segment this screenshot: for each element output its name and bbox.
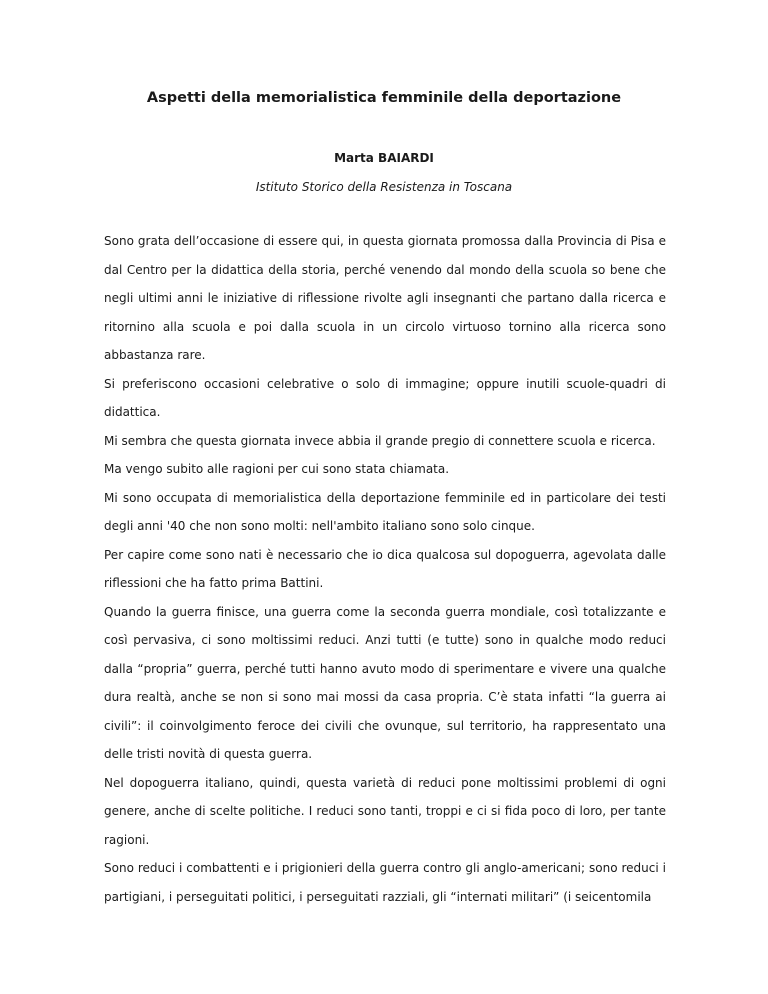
paragraph: Ma vengo subito alle ragioni per cui sono stata chiamata. xyxy=(104,462,450,476)
paragraph: Mi sono occupata di memorialistica della deportazione femminile ed in particolare dei testi degli anni '40 che non sono molti: nell'ambito italiano sono solo cinque. xyxy=(104,490,666,533)
paragraph: Sono grata dell’occasione di essere qui, in questa giornata promossa dalla Provincia di Pisa e dal Centro per la didattica della storia, perché venendo dal mondo della scuola so bene che negli ultimi anni le iniziative di riflessione rivolte agli insegnanti che partano dalla ricerca e ritornino alla scuola e poi dalla scuola in un circolo virtuoso tornino alla ricerca sono abbastanza rare. xyxy=(104,234,666,362)
paragraph: Sono reduci i combattenti e i prigionieri della guerra contro gli anglo-americani; sono reduci i partigiani, i perseguitati politici, i perseguitati razziali, gli “internati militari” (i seicentomila xyxy=(104,861,666,904)
paragraph: Quando la guerra finisce, una guerra come la seconda guerra mondiale, così totalizzante e così pervasiva, ci sono moltissimi reduci. Anzi tutti (e tutte) sono in qualche modo reduci dalla “propria” guerra, perché tutti hanno avuto modo di sperimentare e vivere una qualche dura realtà, anche se non si sono mai mossi da casa propria. C’è stata infatti “la guerra ai civili”: il coinvolgimento feroce dei civili che ovunque, sul territorio, ha rappresentato una delle tristi novità di questa guerra. xyxy=(104,604,666,761)
author-name: Marta BAIARDI xyxy=(334,151,434,165)
paragraph: Mi sembra che questa giornata invece abbia il grande pregio di connettere scuola e ricerca. xyxy=(104,433,656,448)
document-body xyxy=(104,227,666,911)
paragraph: Per capire come sono nati è necessario che io dica qualcosa sul dopoguerra, agevolata dalle riflessioni che ha fatto prima Battini. xyxy=(104,547,666,590)
paragraph: Nel dopoguerra italiano, quindi, questa varietà di reduci pone moltissimi problemi di ogni genere, anche di scelte politiche. I reduci sono tanti, troppi e ci si fida poco di loro, per tante ragioni. xyxy=(104,775,666,847)
author-affiliation: Istituto Storico della Resistenza in Toscana xyxy=(255,180,513,194)
paragraph: Si preferiscono occasioni celebrative o solo di immagine; oppure inutili scuole-quadri di didattica. xyxy=(104,376,666,419)
document-title: Aspetti della memorialistica femminile della deportazione xyxy=(146,90,622,106)
